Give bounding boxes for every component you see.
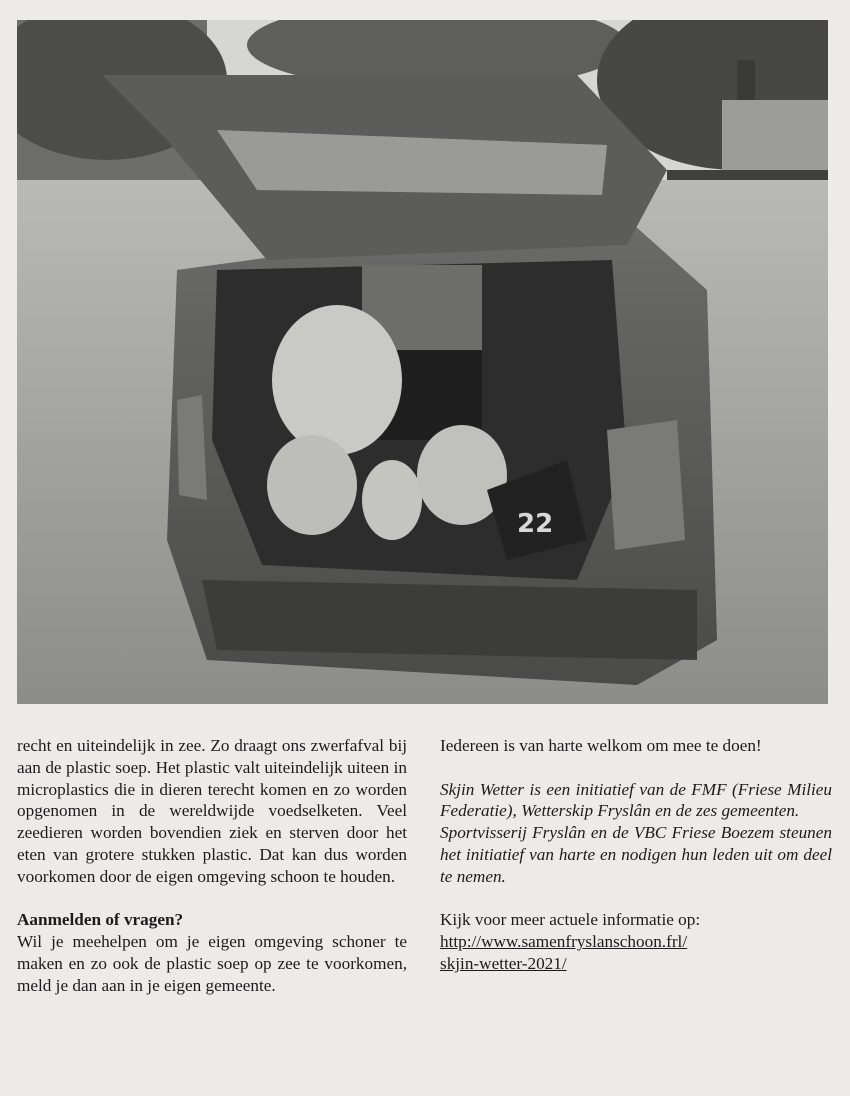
article-photo — [17, 20, 828, 704]
signup-paragraph: Wil je meehelpen om je eigen omgeving schoner te maken en zo ook de plastic soep op zee te voorkomen, meld je dan aan in je eigen gemeente. — [17, 932, 407, 995]
info-link-line2[interactable]: skjin-wetter-2021/ — [440, 953, 567, 973]
right-column — [440, 735, 832, 975]
support-text: Sportvisserij Fryslân en de VBC Friese Boezem steunen het initiatief van harte en nodigen hun leden uit om deel te nemen. — [440, 823, 832, 886]
left-column — [17, 735, 407, 997]
bag-label: 22 — [517, 509, 554, 539]
info-link-line1[interactable]: http://www.samenfryslanschoon.frl/ — [440, 932, 688, 952]
welcome-text: Iedereen is van harte welkom om mee te doen! — [440, 736, 762, 755]
initiative-text: Skjin Wetter is een initiatief van de FMF (Friese Milieu Federatie), Wetterskip Fryslân en de zes gemeenten. — [440, 779, 832, 821]
body-paragraph: recht en uiteindelijk in zee. Zo draagt ons zwerfafval bij aan de plastic soep. Het plastic valt uiteindelijk uiteen in microplastics die in dieren terecht komen en zo worden opgenomen in de wereldwijde voedselketen. Veel zeedieren worden bovendien ziek en sterven door het eten van grotere stukken plastic. Dat kan dus worden voorkomen door de eigen omgeving schoon te houden. — [17, 736, 407, 886]
section-heading: Aanmelden of vragen? — [17, 910, 184, 930]
info-label: Kijk voor meer actuele informatie op: — [440, 910, 701, 930]
